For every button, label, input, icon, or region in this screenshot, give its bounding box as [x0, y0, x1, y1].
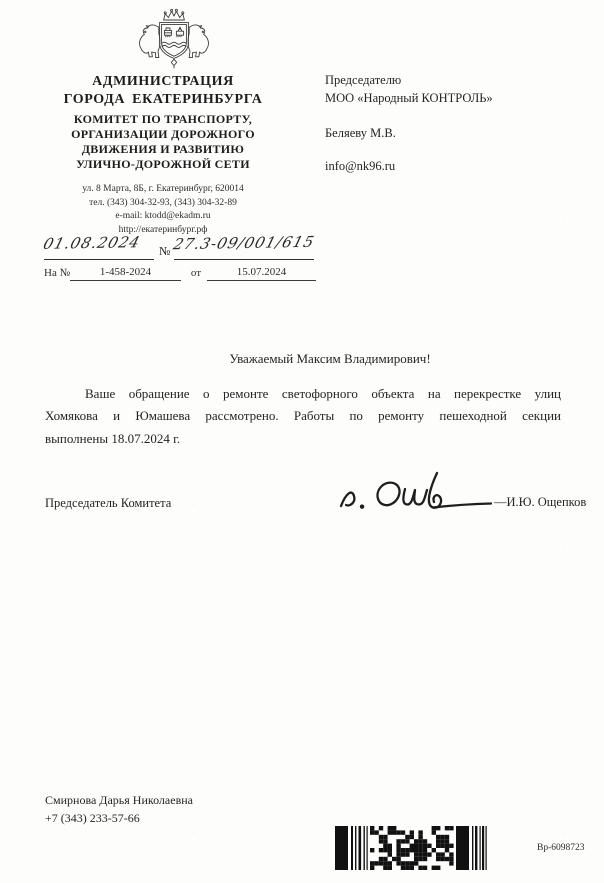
body-paragraph — [45, 383, 561, 450]
salutation: Уважаемый Максим Владимирович! — [229, 351, 431, 366]
committee-line: ОРГАНИЗАЦИИ ДОРОЖНОГО — [71, 127, 255, 141]
outgoing-date-field — [41, 233, 154, 260]
document-barcode — [335, 826, 487, 870]
addressee-name: Беляеву М.В. — [325, 126, 396, 140]
organization-name — [20, 73, 306, 108]
outgoing-number-field — [171, 232, 317, 260]
org-line2: ГОРОДА ЕКАТЕРИНБУРГА — [63, 91, 263, 107]
letterhead-address: ул. 8 Марта, 8Б, г. Екатеринбург, 620014 — [82, 184, 244, 194]
letterhead-website: http://екатеринбург.рф — [118, 224, 208, 235]
incoming-number: 1-458-2024 — [70, 266, 181, 281]
signature-dash: — — [494, 495, 507, 509]
body-line: Хомякова и Юмашева рассмотрено. Работы по ремонту пешеходной секции — [45, 408, 561, 424]
body-line: Ваше обращение о ремонте светофорного объекта на перекрестке улиц — [85, 386, 561, 401]
committee-line: КОМИТЕТ ПО ТРАНСПОРТУ, — [73, 112, 253, 126]
letterhead-phones: тел. (343) 304-32-93, (343) 304-32-89 — [89, 197, 237, 208]
addressee-block — [325, 71, 575, 175]
addressee-organization: МОО «Народный КОНТРОЛЬ» — [325, 91, 493, 105]
org-line1: АДМИНИСТРАЦИЯ — [92, 74, 234, 89]
committee-line: УЛИЧНО-ДОРОЖНОЙ СЕТИ — [76, 157, 250, 171]
committee-line: ДВИЖЕНИЯ И РАЗВИТИЮ — [81, 142, 245, 156]
reply-prefix-label: На № — [44, 267, 71, 279]
executor-contact-block — [45, 792, 193, 827]
executor-name: Смирнова Дарья Николаевна — [45, 793, 193, 807]
addressee-title: Председателю — [325, 73, 402, 87]
barcode-label: Вр-6098723 — [537, 843, 585, 853]
signer-position: Председатель Комитета — [45, 496, 172, 510]
handwritten-date: 01.08.2024 — [41, 233, 143, 253]
signer-name-text: И.Ю. Ощепков — [506, 495, 587, 509]
letterhead-email: e-mail: ktodd@ekadm.ru — [115, 211, 211, 221]
executor-phone: +7 (343) 233-57-66 — [45, 810, 140, 825]
committee-name — [20, 112, 306, 172]
yekaterinburg-coat-of-arms-icon — [118, 8, 230, 72]
number-sign: № — [159, 244, 171, 258]
body-line: выполнены 18.07.2024 г. — [45, 430, 181, 446]
reply-from-label: от — [190, 267, 202, 279]
addressee-email: info@nk96.ru — [325, 159, 396, 173]
handwritten-number: 27.3-09/001/615 — [171, 232, 317, 254]
handwritten-signature-icon — [333, 466, 495, 518]
incoming-reference-row — [44, 266, 316, 281]
incoming-date: 15.07.2024 — [207, 266, 316, 281]
signer-name — [494, 495, 586, 510]
letterhead-contact-block — [20, 183, 306, 237]
